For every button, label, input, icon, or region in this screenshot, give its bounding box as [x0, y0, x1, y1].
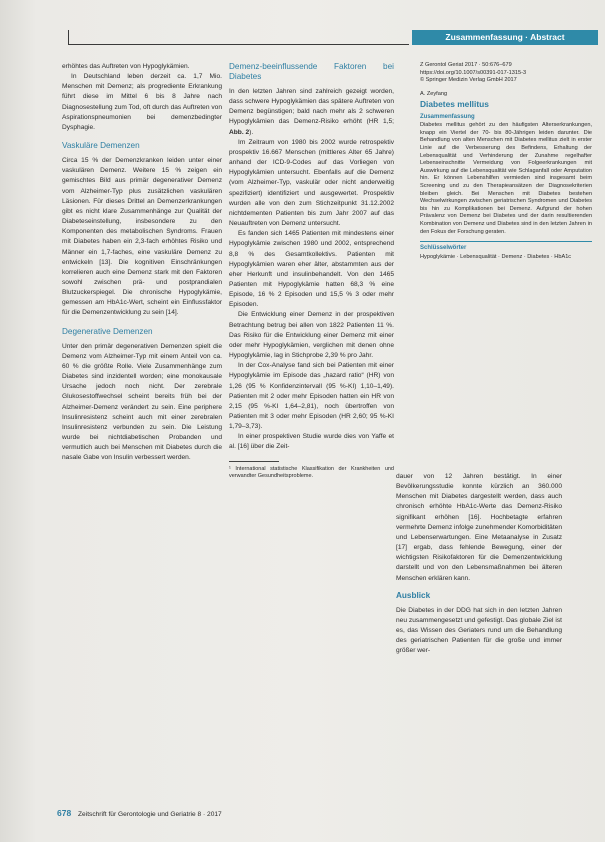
article-title: Diabetes mellitus	[420, 99, 489, 110]
abstract-divider	[420, 241, 592, 242]
abstract-box	[420, 62, 592, 261]
paragraph: Es fanden sich 1465 Patienten mit mindestens einer Hypoglykämie zwischen 1980 und 2002, entsprechend 8,8 % des Gesamtkollektivs. Patienten mit Hypoglykämien waren eher älter, abstammten aus der eher Herkunft und insulinbehandelt. Von den 1465 Patienten mit Hypoglykämie hatten 68,3 % eine Episode, 16 % 2 Episoden und 15,5 % 3 oder mehr Episoden.	[229, 230, 394, 309]
paragraph: erhöhtes das Auftreten von Hypoglykämien.	[62, 63, 190, 70]
text-column-left	[62, 62, 222, 463]
copyright-line: © Springer Medizin Verlag GmbH 2017	[420, 77, 517, 83]
paragraph	[229, 87, 394, 138]
text-column-middle	[229, 62, 394, 480]
paragraph: Unter den primär degenerativen Demenzen spielt die Demenz vom Alzheimer-Typ mit einem Anteil von ca. 60 % die größte Rolle. Viele Zusammenhänge zum Diabetes sind inzidentell worden; eine monokausale Ursache jedoch noch nicht. Der zerebrale Glukosestoffwechsel scheint bereits früh bei der Alzheimer-Demenz verändert zu sein. Eine periphere Insulinresistenz scheint auch mit einer zerebralen Insulinresistenz verbunden zu sein. Die Leistung wurde bei nichtdiabetischen Probanden und vermutlich auch bei Menschen mit Diabetes durch die nasale Gabe von Insulin verbessert werden.	[62, 342, 222, 462]
text-column-right	[396, 472, 562, 657]
header-rule	[68, 30, 409, 45]
summary-heading: Zusammenfassung	[420, 113, 475, 120]
doi-link[interactable]: https://doi.org/10.1007/s00391-017-1315-3	[420, 69, 527, 76]
section-heading-outlook: Ausblick	[396, 590, 431, 600]
keywords-heading: Schlüsselwörter	[420, 245, 467, 252]
paragraph: In einer prospektiven Studie wurde dies von Yaffe et al. [16] über die Zeit-	[229, 433, 394, 451]
paragraph-text: ).	[249, 128, 254, 136]
figure-reference: Abb. 2	[229, 128, 250, 136]
paragraph: Circa 15 % der Demenzkranken leiden unter einer vaskulären Demenz. Weitere 15 % zeigen ein gemischtes Bild aus primär degenerativer Demenz vom Alzheimer-Typ plus zusätzlichen vaskulären Läsionen. Für dieses Drittel an Demenzerkrankungen gibt es nicht klare Zusammenhänge zur Qualität der Diabeteseinstellung, insbesondere zu den Komponenten des metabolischen Syndroms. Frauen mit Diabetes haben ein 2,3-fach erhöhtes Risiko und Männer ein 1,7-faches, eine vaskuläre Demenz zu entwickeln [13]. Die kognitiven Einschränkungen korrelieren auch eine Demenz stark mit den Faktoren sowohl zwischen prä- und postprandialen Blutzuckerspiegel. Die chronische Hypoglykämie, gemessen am HbA1c-Wert, scheint ein Einflussfaktor für die Demenzentwicklung zu sein [14].	[62, 157, 222, 317]
paragraph: Im Zeitraum von 1980 bis 2002 wurde retrospektiv prospektiv 16.667 Menschen (mittleres Alter 65 Jahre) anhand der ICD-9-Codes auf das Vorliegen von Hypoglykämien untersucht. Ebenfalls auf die Demenz (vom Alzheimer-Typ, vaskulär oder nicht anderweitig spezifiziert) identifiziert und ausgewertet. Prospektiv wurden alle von den zum Stichzeitpunkt 31.12.2002 nichtdementen Patienten bis zum Jahr 2007 auf das Neuauftreten von Demenz untersucht.	[229, 138, 394, 228]
citation-line: Z Gerontol Geriat 2017 · 50:676–679	[420, 62, 512, 68]
abstract-banner: Zusammenfassung · Abstract	[412, 30, 598, 45]
section-heading-degenerative: Degenerative Demenzen	[62, 326, 153, 336]
page-footer	[57, 808, 222, 818]
paragraph: dauer von 12 Jahren bestätigt. In einer Bevölkerungsstudie konnte kürzlich an 360.000 Menschen mit Diabetes dargestellt werden, dass auch chronisch erhöhte HbA1c-Werte das Demenz-Risiko signifikant erhöhen [16]. Hochbetagte erfahren vermehrte Demenz infolge zunehmender Komorbiditäten und Lebenserwartungen. Eine Metaanalyse in Zusatz [17] ergab, dass fehlende Bewegung, einer der wichtigsten Risikofaktoren für die Demenzentwicklung darstellt und von den Lebensmaßnahmen bei älteren Menschen erklären kann.	[396, 473, 562, 582]
paragraph: In der Cox-Analyse fand sich bei Patienten mit einer Hypoglykämie im Episode das „hazard ratio“ (HR) von 1,26 (95 % Konfidenzintervall (95 %-KI) 1,10–1,49). Patienten mit 2 oder mehr Episoden hatten ein HR von 2,15 (95 %-KI 1,64–2,81), noch übertroffen von Patienten mit 3 oder mehr Episoden (HR 2,60; 95 %-KI 1,79–3,73).	[229, 362, 394, 431]
keywords-text: Hypoglykämie · Lebensqualität · Demenz · Diabetes · HbA1c	[420, 253, 572, 260]
footnote-rule	[229, 461, 279, 462]
footnote: ¹ International statistische Klassifikation der Krankheiten und verwandter Gesundheitsprobleme.	[229, 465, 394, 479]
journal-name: Zeitschrift für Gerontologie und Geriatrie 8 · 2017	[78, 811, 222, 818]
paragraph-text: In den letzten Jahren sind zahlreich gezeigt worden, dass schwere Hypoglykämien das spätere Auftreten von Demenz begünstigen; bald nach mehr als 2 schweren Hypoglykämien das Demenz-Risiko erhöht (HR 1,5;	[229, 88, 394, 126]
page-number: 678	[57, 808, 72, 818]
summary-text: Diabetes mellitus gehört zu den häufigsten Alterserkrankungen, knapp ein Viertel der 70- bis 80-Jährigen leiden darunter. Die Behandlung von alten Menschen mit Diabetes mellitus zielt in erster Linie auf die Verbesserung des Befindens, Erhaltung der Lebensqualität und Verhinderung der Zunahme regelhafter Lebenseinschnitte Vermeidung von Folgeerkrankungen mit Auswirkung auf die Lebensqualität wie Schlaganfall oder Amputation hin. Er können Lebenshilfen vermieden sind insgesamt beim Screening und zu den Therapieansätzen der Diagnosekriterien bleiben gleich. Bei Menschen mit Diabetes bestehen Wechselwirkungen zwischen geriatrischen Syndromen und Diabetes bis hin zu Komplikationen bei Demenz. Aufgrund der hohen Prävalenz von Demenz bei Diabetes und der darin resultierenden Kombination von Demenz und Diabetes sind in den letzten Jahren in den Fokus der Forschung geraten.	[420, 122, 592, 235]
section-heading-vascular: Vaskuläre Demenzen	[62, 141, 140, 151]
author-name: A. Zeyfang	[420, 90, 448, 97]
paragraph: In Deutschland leben derzeit ca. 1,7 Mio. Menschen mit Demenz; als progrediente Erkrankung führt diese im Mittel 6 bis 8 Jahre nach Diagnosestellung zum Tod, oft durch das Auftreten von Aspirationspneumonien bei demenzbedingter Dysphagie.	[62, 73, 222, 131]
paragraph: Die Entwicklung einer Demenz in der prospektiven Betrachtung betrug bei allen von 1822 Patienten 11 %. Das Risiko für die Entwicklung einer Demenz mit einer oder mehr Hypoglykämien, verglichen mit denen ohne Hypoglykämie, lag in Stichprobe 2,39 % pro Jahr.	[229, 311, 394, 360]
section-heading-factors: Demenz-beeinflussende Faktoren bei Diabetes	[229, 62, 394, 81]
paragraph: Die Diabetes in der DDG hat sich in den letzten Jahren neu zusammengesetzt und gefestigt. Das globale Ziel ist es, das Wissen des Geriaters rund um die Behandlung des geriatrischen Patienten für die große und immer größer wer-	[396, 606, 562, 655]
